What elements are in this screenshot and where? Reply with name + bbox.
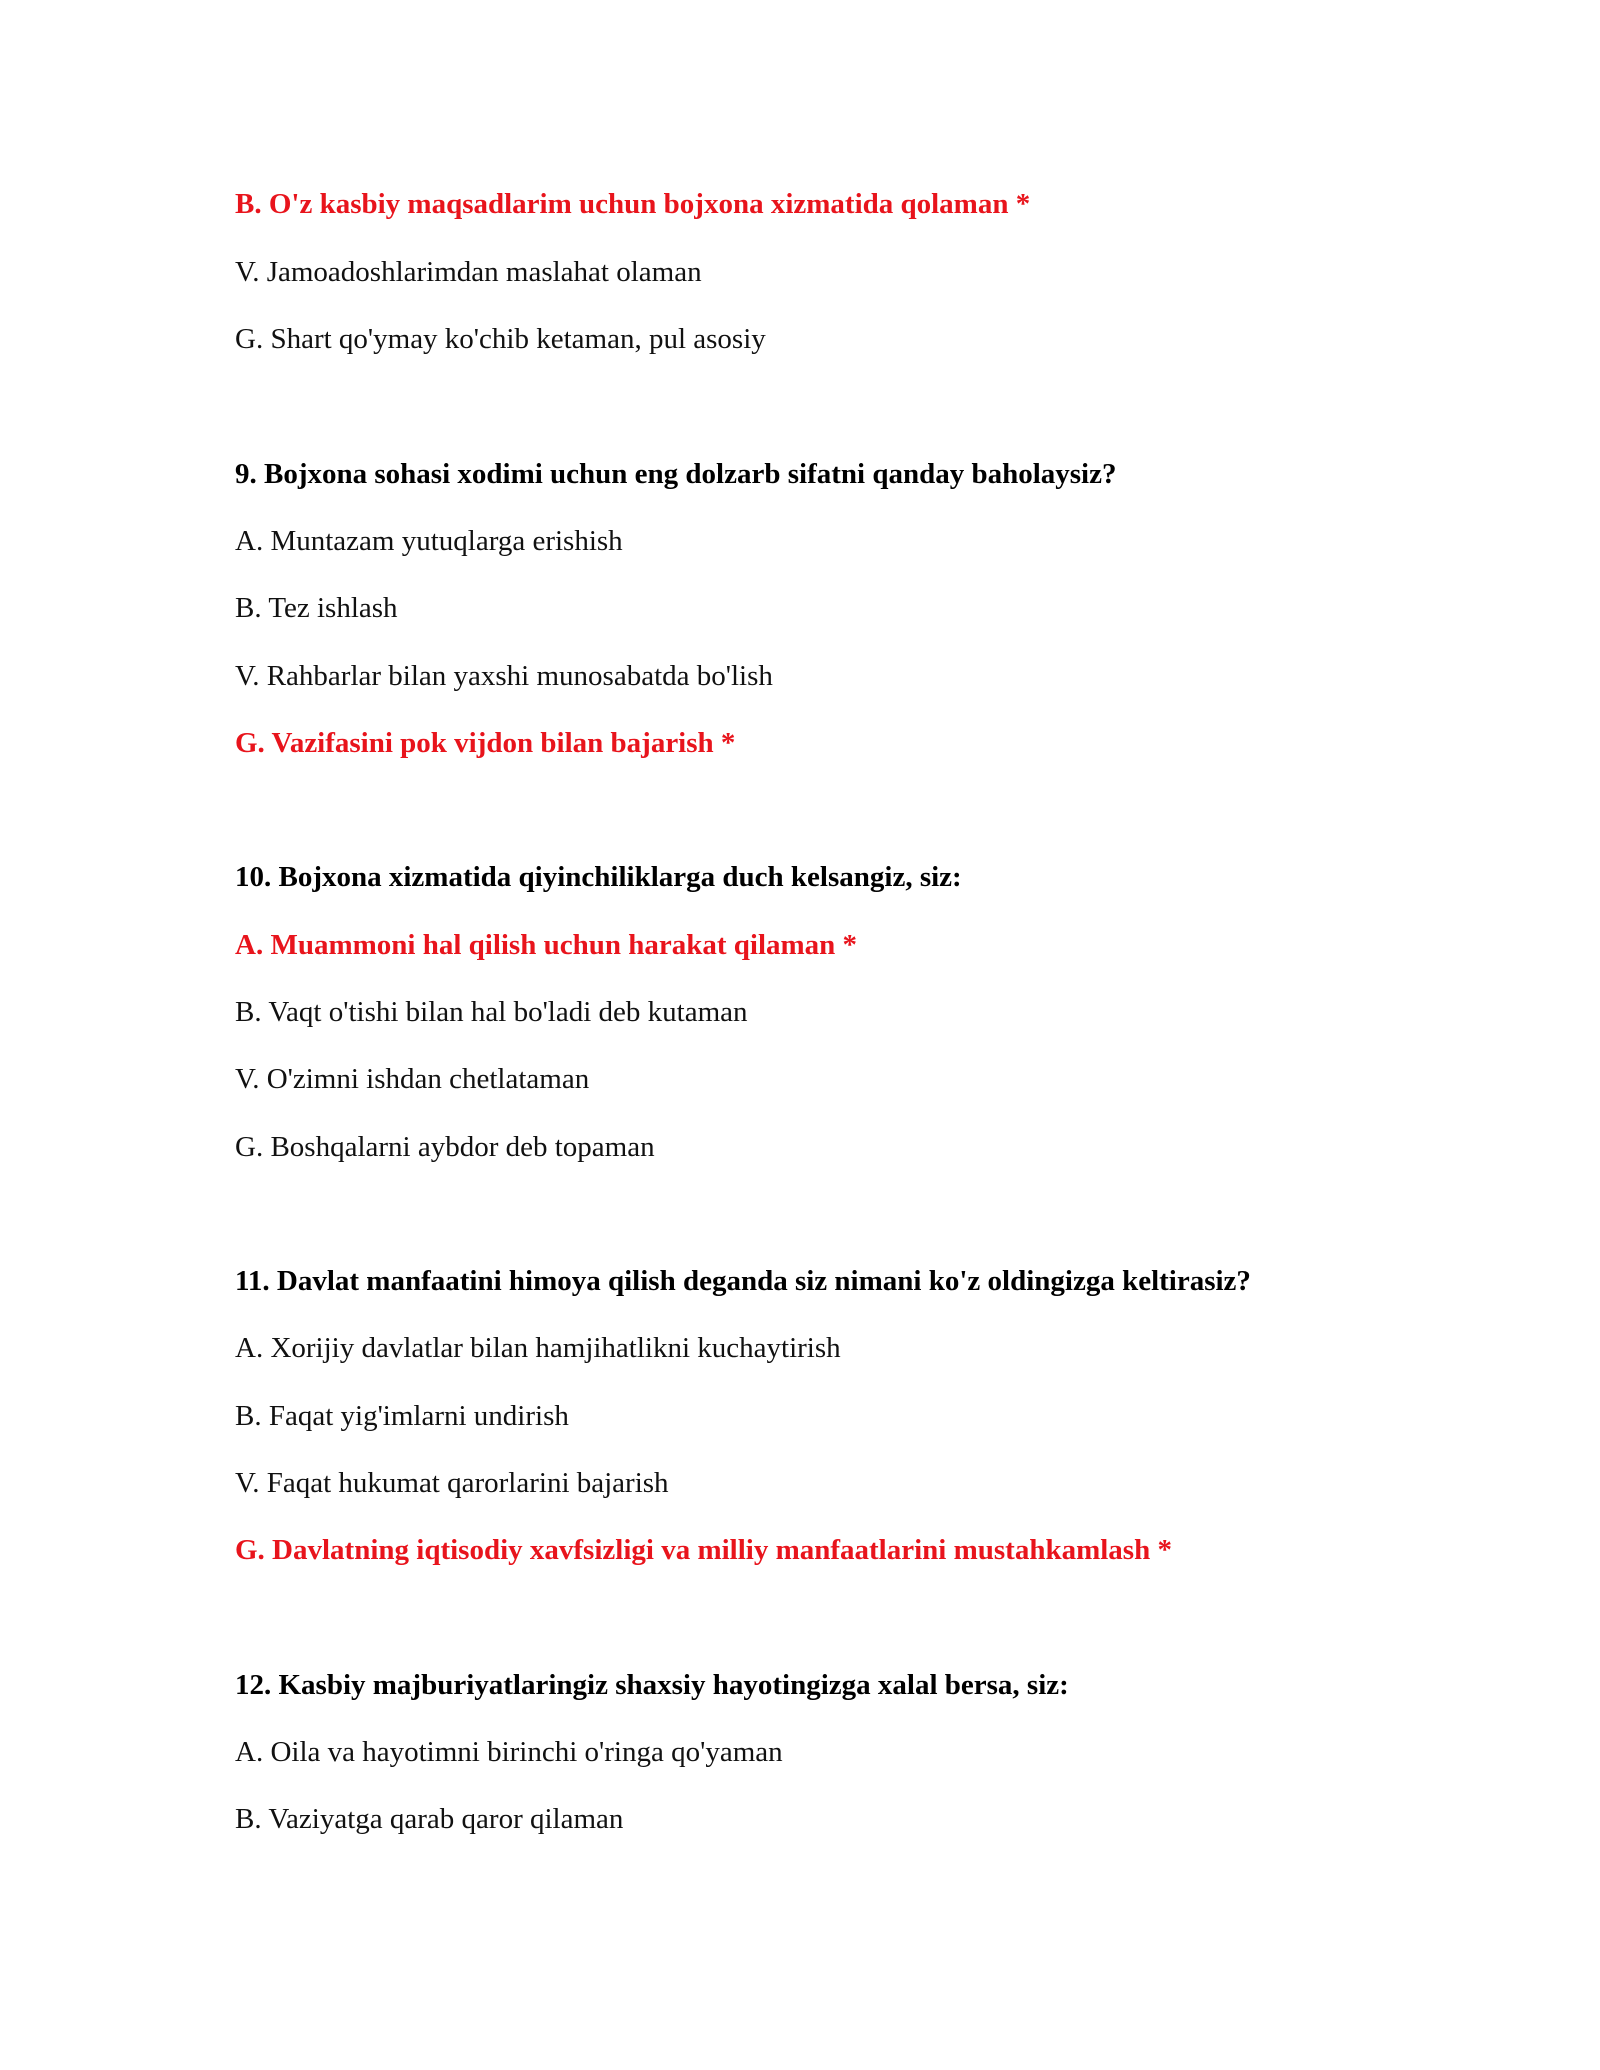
option-12-b: B. Vaziyatga qarab qaror qilaman	[235, 1803, 624, 1835]
question-11: 11. Davlat manfaatini himoya qilish deganda siz nimani ko'z oldingizga keltirasiz?	[235, 1265, 1251, 1297]
option-11-a: A. Xorijiy davlatlar bilan hamjihatlikni kuchaytirish	[235, 1332, 841, 1364]
option-9-b: B. Tez ishlash	[235, 592, 398, 624]
question-10: 10. Bojxona xizmatida qiyinchiliklarga duch kelsangiz, siz:	[235, 861, 962, 893]
option-11-v: V. Faqat hukumat qarorlarini bajarish	[235, 1467, 669, 1499]
option-10-v: V. O'zimni ishdan chetlataman	[235, 1063, 590, 1095]
question-9: 9. Bojxona sohasi xodimi uchun eng dolzarb sifatni qanday baholaysiz?	[235, 458, 1117, 490]
option-8-b: B. O'z kasbiy maqsadlarim uchun bojxona xizmatida qolaman *	[235, 188, 1031, 220]
option-10-g: G. Boshqalarni aybdor deb topaman	[235, 1131, 655, 1163]
option-9-g: G. Vazifasini pok vijdon bilan bajarish *	[235, 727, 736, 759]
option-11-b: B. Faqat yig'imlarni undirish	[235, 1400, 569, 1432]
question-12: 12. Kasbiy majburiyatlaringiz shaxsiy hayotingizga xalal bersa, siz:	[235, 1669, 1069, 1701]
option-9-v: V. Rahbarlar bilan yaxshi munosabatda bo'lish	[235, 660, 773, 692]
option-11-g: G. Davlatning iqtisodiy xavfsizligi va milliy manfaatlarini mustahkamlash *	[235, 1534, 1172, 1566]
option-9-a: A. Muntazam yutuqlarga erishish	[235, 525, 623, 557]
option-8-g: G. Shart qo'ymay ko'chib ketaman, pul asosiy	[235, 323, 766, 355]
option-10-a: A. Muammoni hal qilish uchun harakat qilaman *	[235, 929, 858, 961]
option-10-b: B. Vaqt o'tishi bilan hal bo'ladi deb kutaman	[235, 996, 748, 1028]
option-8-v: V. Jamoadoshlarimdan maslahat olaman	[235, 256, 702, 288]
option-12-a: A. Oila va hayotimni birinchi o'ringa qo'yaman	[235, 1736, 783, 1768]
